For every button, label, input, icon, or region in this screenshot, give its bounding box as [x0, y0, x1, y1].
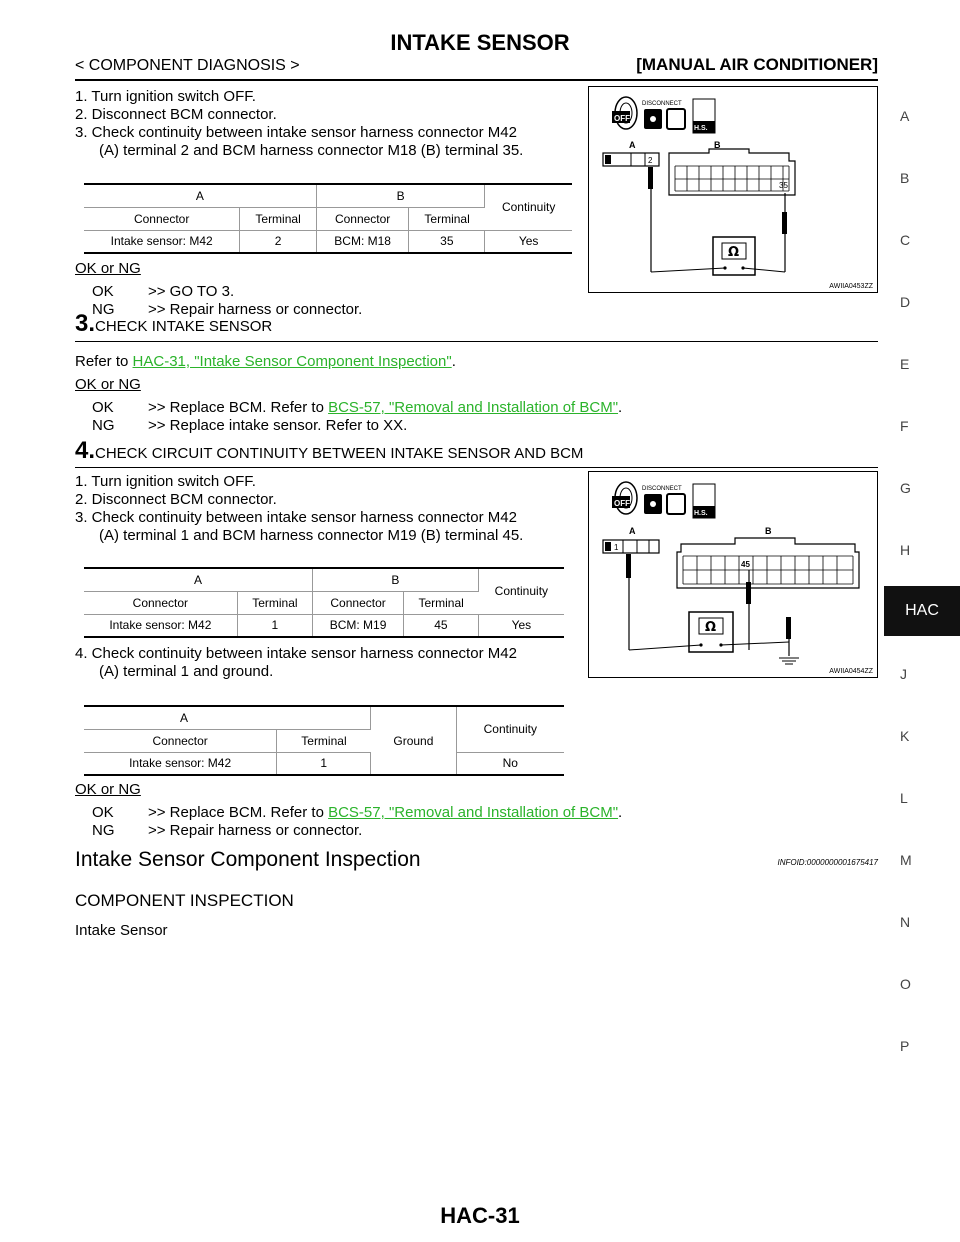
ng-tag: NG: [92, 417, 115, 434]
table-cell: 1: [237, 614, 312, 637]
section-subtitle-2: Intake Sensor: [75, 922, 168, 939]
table-cell: 1: [277, 752, 371, 775]
wiring-figure-2: [588, 471, 878, 678]
side-index-a[interactable]: A: [900, 108, 910, 124]
step2-continuity-table: [84, 183, 572, 254]
table-sub-terminal: Terminal: [240, 207, 317, 230]
bcm-removal-link[interactable]: BCS-57, "Removal and Installation of BCM": [328, 804, 619, 821]
ok-text: >> Replace BCM. Refer to: [148, 399, 329, 416]
side-index-g[interactable]: G: [900, 480, 911, 496]
step4-ok-or-ng: OK or NG: [75, 781, 141, 798]
connector-a-label: A: [629, 526, 636, 536]
side-index-p[interactable]: P: [900, 1038, 910, 1054]
step4-item-3: 3. Check continuity between intake sensor harness connector M42: [75, 509, 517, 526]
table-sub-connector: Connector: [84, 729, 277, 752]
step4-rule: [75, 467, 878, 468]
section-title: Intake Sensor Component Inspection: [75, 848, 421, 871]
side-index-k[interactable]: K: [900, 728, 910, 744]
table-sub-connector: Connector: [84, 591, 237, 614]
step2-ok-or-ng: OK or NG: [75, 260, 141, 277]
connector-a-pin: 1: [614, 543, 619, 552]
hs-text: H.S.: [694, 510, 708, 517]
ng-tag: NG: [92, 822, 115, 839]
connector-b-pin: 35: [779, 181, 788, 190]
page-title: INTAKE SENSOR: [390, 30, 570, 55]
step-number: 3.: [75, 310, 96, 337]
breadcrumb: < COMPONENT DIAGNOSIS >: [75, 57, 300, 74]
side-index-j[interactable]: J: [900, 666, 907, 682]
step-label: CHECK CIRCUIT CONTINUITY BETWEEN INTAKE SENSOR AND BCM: [95, 445, 584, 462]
table-sub-terminal: Terminal: [409, 207, 485, 230]
table-row: [84, 230, 572, 253]
connector-b-label: B: [714, 140, 721, 150]
table-cell: BCM: M18: [316, 230, 409, 253]
connector-b-pin: 45: [741, 560, 750, 569]
step-label: CHECK INTAKE SENSOR: [95, 318, 273, 335]
refer-pre: Refer to: [75, 353, 133, 370]
ng-text: >> Repair harness or connector.: [148, 822, 363, 839]
step-number: 4.: [75, 437, 96, 464]
ng-text: >> Repair harness or connector.: [148, 301, 363, 318]
step3-refer: [75, 353, 456, 371]
ok-post: .: [618, 399, 623, 416]
disconnect-text: DISCONNECT: [642, 486, 682, 492]
side-index-e[interactable]: E: [900, 356, 910, 372]
table-head-a: A: [84, 706, 371, 729]
step2-item-2: 2. Disconnect BCM connector.: [75, 106, 277, 123]
step3-rule: [75, 341, 878, 342]
step2-item-1: 1. Turn ignition switch OFF.: [75, 88, 256, 105]
step4-continuity-table: [84, 567, 564, 638]
step4-item-2: 2. Disconnect BCM connector.: [75, 491, 277, 508]
side-index-c[interactable]: C: [900, 232, 911, 248]
off-text: OFF: [614, 499, 630, 508]
step4-heading: [75, 437, 583, 465]
table-sub-terminal: Terminal: [277, 729, 371, 752]
ng-tag: NG: [92, 301, 115, 318]
hs-text: H.S.: [694, 125, 708, 132]
step2-ok-line: [92, 283, 234, 301]
side-index-o[interactable]: O: [900, 976, 911, 992]
table-head-continuity: Continuity: [456, 706, 564, 752]
step4-ok-line: [92, 804, 622, 822]
table-cell: Intake sensor: M42: [84, 230, 240, 253]
ok-post: .: [618, 804, 623, 821]
section-label: [MANUAL AIR CONDITIONER]: [636, 55, 878, 74]
refer-post: .: [451, 353, 456, 370]
table-head-b: B: [313, 568, 479, 591]
side-index-f[interactable]: F: [900, 418, 909, 434]
svg-text:Ω: Ω: [705, 620, 717, 635]
connector-a-label: A: [629, 140, 636, 150]
figure-code: AWIIA0453ZZ: [829, 283, 873, 290]
step3-ok-line: [92, 399, 622, 417]
table-head-a: A: [84, 568, 313, 591]
side-index-l[interactable]: L: [900, 790, 908, 806]
continuity-diagram-svg: [589, 87, 876, 291]
ok-text: >> GO TO 3.: [148, 283, 235, 300]
disconnect-icon: [644, 109, 685, 129]
connector-a-pin: 2: [648, 156, 653, 165]
ng-text: >> Replace intake sensor. Refer to XX.: [148, 417, 408, 434]
table-head-continuity: Continuity: [478, 568, 564, 614]
step3-ng-line: [92, 417, 407, 435]
connector-b: [677, 538, 859, 588]
table-sub-connector: Connector: [316, 207, 409, 230]
table-sub-terminal: Terminal: [404, 591, 479, 614]
ok-tag: OK: [92, 804, 114, 821]
step2-item-3b: (A) terminal 2 and BCM harness connector M18 (B) terminal 35.: [99, 142, 524, 159]
table-head-ground: Ground: [371, 706, 456, 775]
continuity-ground-diagram-svg: [589, 472, 876, 676]
table-sub-terminal: Terminal: [237, 591, 312, 614]
side-index-h[interactable]: H: [900, 542, 911, 558]
side-index-b[interactable]: B: [900, 170, 910, 186]
step4-item-4: 4. Check continuity between intake sensor harness connector M42: [75, 645, 517, 662]
table-cell: 2: [240, 230, 317, 253]
table-row: [84, 752, 564, 775]
connector-a: [603, 540, 659, 553]
refer-link[interactable]: HAC-31, "Intake Sensor Component Inspection": [132, 353, 452, 370]
connector-b: [669, 149, 795, 195]
step2-item-3: 3. Check continuity between intake sensor harness connector M42: [75, 124, 517, 141]
table-head-b: B: [316, 184, 484, 207]
ignition-off-icon: [612, 482, 637, 514]
ok-tag: OK: [92, 399, 114, 416]
step3-heading: [75, 310, 272, 338]
step4-item-1: 1. Turn ignition switch OFF.: [75, 473, 256, 490]
figure-code: AWIIA0454ZZ: [829, 668, 873, 675]
disconnect-text: DISCONNECT: [642, 101, 682, 107]
table-head-a: A: [84, 184, 316, 207]
table-cell: Intake sensor: M42: [84, 752, 277, 775]
bcm-removal-link[interactable]: BCS-57, "Removal and Installation of BCM": [328, 399, 619, 416]
side-index-n[interactable]: N: [900, 914, 911, 930]
table-row: [84, 614, 564, 637]
ok-text: >> Replace BCM. Refer to: [148, 804, 329, 821]
disconnect-icon: [644, 494, 685, 514]
svg-text:Ω: Ω: [728, 245, 740, 260]
page-number: HAC-31: [440, 1203, 520, 1228]
table-cell: No: [502, 756, 518, 771]
table-cell: BCM: M19: [313, 614, 404, 637]
table-cell: 35: [409, 230, 485, 253]
table-sub-connector: Connector: [84, 207, 240, 230]
table-cell: 45: [404, 614, 479, 637]
step4-item-3b: (A) terminal 1 and BCM harness connector M19 (B) terminal 45.: [99, 527, 524, 544]
wiring-figure-1: [588, 86, 878, 293]
section-subtitle: COMPONENT INSPECTION: [75, 891, 294, 910]
side-index-active-tab[interactable]: HAC: [884, 586, 960, 636]
table-cell: Yes: [511, 618, 532, 633]
ignition-off-icon: [612, 97, 637, 129]
info-id: INFOID:0000000001675417: [777, 858, 878, 867]
table-sub-connector: Connector: [313, 591, 404, 614]
connector-b-label: B: [765, 526, 772, 536]
ground-icon: [779, 658, 799, 664]
ok-tag: OK: [92, 283, 114, 300]
table-cell: Yes: [518, 234, 539, 249]
side-index-m[interactable]: M: [900, 852, 912, 868]
table-head-continuity: Continuity: [485, 184, 572, 230]
step3-ok-or-ng: OK or NG: [75, 376, 141, 393]
side-index-d[interactable]: D: [900, 294, 911, 310]
table-cell: Intake sensor: M42: [84, 614, 237, 637]
header-rule: [75, 79, 878, 81]
step4-item-4b: (A) terminal 1 and ground.: [99, 663, 274, 680]
step4-ng-line: [92, 822, 362, 840]
step4-ground-table: [84, 705, 564, 776]
off-text: OFF: [614, 114, 630, 123]
